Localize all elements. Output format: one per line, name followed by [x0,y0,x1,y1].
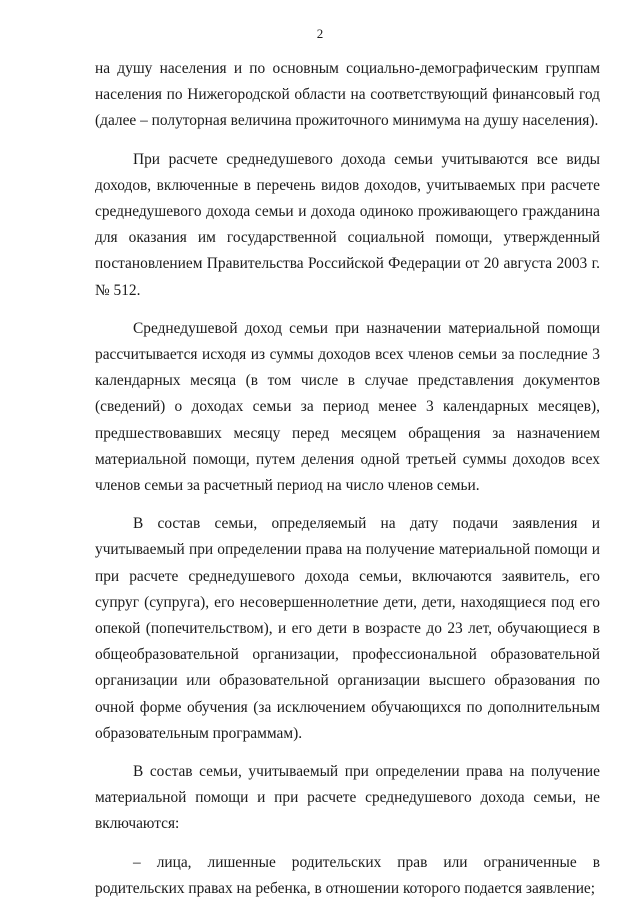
paragraph-family-exclusions: В состав семьи, учитываемый при определении права на получение материальной помощи и при расчете среднедушевого дохода семьи, не включаются: [95,763,600,833]
paragraph-income-types: При расчете среднедушевого дохода семьи учитываются все виды доходов, включенные в перечень видов доходов, учитываемых при расчете среднедушевого дохода семьи и дохода одиноко проживающего гражданина для оказания им государственной социальной помощи, утвержденный постановлением Правительства Российской Федерации от 20 августа 2003 г. № 512. [95,150,600,299]
page-number: 2 [316,26,324,41]
document-body [95,56,600,902]
list-item-deprived-parents: – лица, лишенные родительских прав или ограниченные в родительских правах на ребенка, в отношении которого подается заявление; [95,853,600,897]
paragraph-income-calculation: Среднедушевой доход семьи при назначении материальной помощи рассчитывается исходя из суммы доходов всех членов семьи за последние 3 календарных месяца (в том числе в случае представления документов (сведений) о доходах семьи за период менее 3 календарных месяцев), предшествовавших месяцу перед месяцем обращения за назначением материальной помощи, путем деления одной третьей суммы доходов всех членов семьи за расчетный период на число членов семьи. [95,319,600,495]
paragraph-family-composition: В состав семьи, определяемый на дату подачи заявления и учитываемый при определении права на получение материальной помощи и при расчете среднедушевого дохода семьи, включаются заявитель, его супруг (супруга), его несовершеннолетние дети, дети, находящиеся под его опекой (попечительством), и его дети в возрасте до 23 лет, обучающиеся в общеобразовательной организации, профессиональной образовательной организации или образовательной организации высшего образования по очной форме обучения (за исключением обучающихся по дополнительным образовательным программам). [95,515,600,742]
paragraph-income-threshold: на душу населения и по основным социально-демографическим группам населения по Нижегородской области на соответствующий финансовый год (далее – полуторная величина прожиточного минимума на душу населения). [95,60,600,130]
